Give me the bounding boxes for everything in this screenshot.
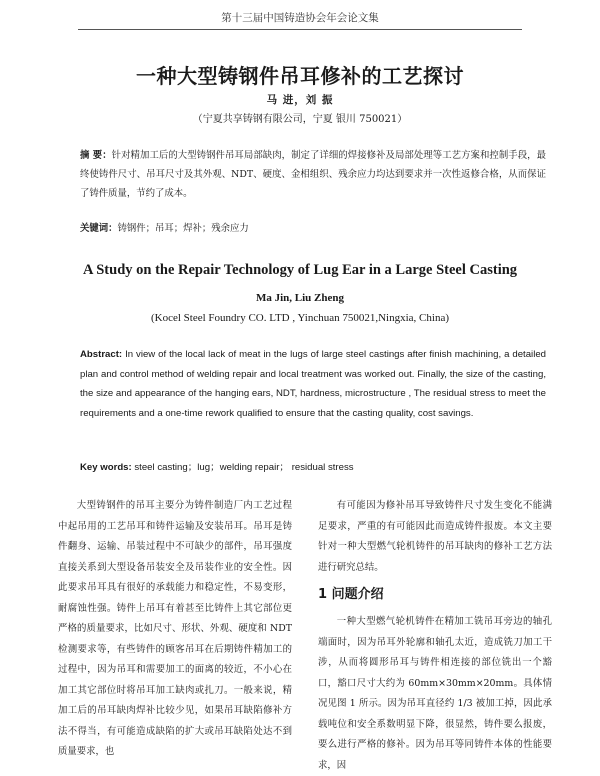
- title-english: A Study on the Repair Technology of Lug Ear in a Large Steel Casting: [82, 262, 518, 278]
- section-heading: 1 问题介绍: [318, 587, 384, 602]
- affiliation-chinese: （宁夏共享铸钢有限公司，宁夏 银川 750021）: [192, 114, 408, 125]
- keywords-english-label: Key words:: [80, 462, 132, 473]
- body-column-right: [318, 496, 552, 776]
- abstract-chinese-label: 摘 要：: [80, 150, 112, 161]
- header-rule: [78, 29, 522, 30]
- authors-chinese: 马 进，刘 振: [266, 94, 334, 106]
- body-paragraph: 大型铸钢件的吊耳主要分为铸件制造厂内工艺过程中起吊用的工艺吊耳和铸件运输及安装吊耳。吊耳是铸件翻身、运输、吊装过程中不可缺少的部件，吊耳强度直接关系到大型设备吊装安全及吊装作业的安全性。因此要求吊耳具有很好的承载能力和稳定性，不易变形，耐腐蚀性强。铸件上吊耳有着甚至比铸件上其它部位更严格的质量要求，比如尺寸、形状、外观、硬度和 NDT 检测要求等，有些铸件的顾客吊耳在后期铸件精加工的过程中，因为吊耳和需要加工的面离的较近，不小心在加工其它部位时将吊耳加工缺肉或扎刀。一般来说，精加工后的吊耳缺肉焊补比较少见，如果吊耳缺陷修补方法不得当，有可能造成缺陷的扩大或吊耳缺陷处达不到质量要求，也: [58, 500, 292, 757]
- abstract-english-label: Abstract:: [80, 349, 123, 360]
- keywords-english-text: steel casting；lug；welding repair； residual stress: [131, 462, 354, 473]
- body-column-left: [58, 496, 292, 763]
- abstract-chinese: [80, 146, 546, 203]
- keywords-english: [80, 459, 546, 473]
- abstract-english: [80, 345, 546, 423]
- abstract-chinese-text: 针对精加工后的大型铸钢件吊耳局部缺肉，制定了详细的焊接修补及局部处理等工艺方案和控制手段，最终使铸件尺寸、吊耳尺寸及其外观、NDT、硬度、金相组织、残余应力均达到要求并一次性返修合格，从而保证了铸件质量，节约了成本。: [80, 150, 546, 199]
- title-chinese: 一种大型铸钢件吊耳修补的工艺探讨: [136, 64, 464, 88]
- body-paragraph: 一种大型燃气轮机铸件在精加工铣吊耳旁边的轴孔端面时，因为吊耳外轮廓和轴孔太近，造成铣刀加工干涉，从而将圆形吊耳与铸件相连接的部位铣出一个豁口，豁口尺寸大约为 60mm×30mm×20mm。具体情况见图 1 所示。因为吊耳直径约 1/3 被加工掉，因此承载吨位和安全系数明显下降，很显然，铸件要么报废，要么进行严格的修补。因为吊耳等同铸件本体的性能要求，因: [318, 616, 552, 771]
- running-head: 第十三届中国铸造协会年会论文集: [221, 12, 379, 24]
- body-paragraph-continued: 有可能因为修补吊耳导致铸件尺寸发生变化不能满足要求，严重的有可能因此而造成铸件报废。本文主要针对一种大型燃气轮机铸件的吊耳缺肉的修补工艺方法进行研究总结。: [318, 500, 552, 573]
- affiliation-english: (Kocel Steel Foundry CO. LTD , Yinchuan 750021,Ningxia, China): [151, 312, 449, 324]
- abstract-english-text: In view of the local lack of meat in the lugs of large steel castings after finish machining, a detailed plan and control method of welding repair and local treatment was worked out. Finally, the size of the casting, the size and appearance of the hanging ears, NDT, hardness, microstructure , The residual stress to meet the requirements and a one-time rework qualified to ensure that the casting quality, cost savings.: [80, 349, 546, 419]
- keywords-chinese-label: 关键词：: [80, 223, 118, 234]
- keywords-chinese: [80, 220, 546, 234]
- keywords-chinese-text: 铸钢件；吊耳；焊补；残余应力: [117, 223, 249, 234]
- authors-english: Ma Jin, Liu Zheng: [255, 292, 345, 304]
